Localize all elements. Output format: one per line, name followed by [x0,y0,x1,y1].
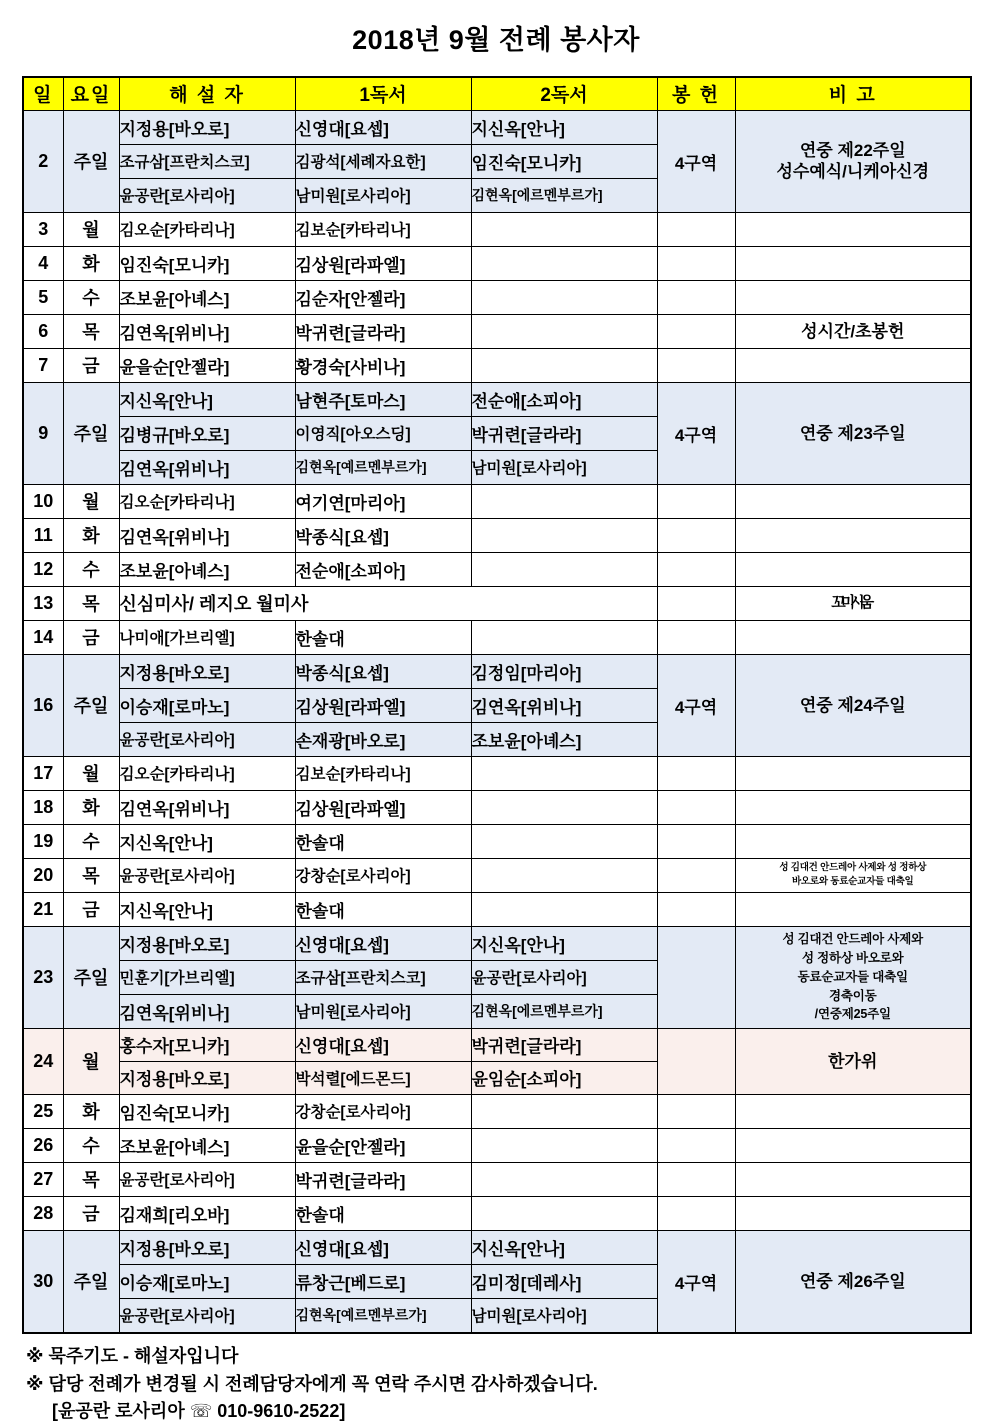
cell-reading2 [471,892,657,926]
cell-reading1: 신영대[요셉] [295,1230,471,1264]
cell-offering [657,246,735,280]
cell-reading1: 한솔대 [295,824,471,858]
table-row [23,110,971,144]
cell-offering [657,314,735,348]
cell-day: 23 [23,926,63,1028]
cell-reading2 [471,246,657,280]
cell-day: 17 [23,756,63,790]
cell-narrator: 지신옥[안나] [119,382,295,416]
cell-day: 4 [23,246,63,280]
table-row [23,518,971,552]
cell-reading1: 한솔대 [295,1196,471,1230]
cell-offering [657,484,735,518]
cell-narrator: 김오순[카타리나] [119,756,295,790]
cell-remark [735,620,971,654]
cell-reading1: 전순애[소피아] [295,552,471,586]
cell-reading2 [471,858,657,892]
cell-day: 19 [23,824,63,858]
column-header-reading2: 2독서 [471,77,657,111]
cell-remark [735,790,971,824]
cell-reading1: 신영대[요셉] [295,926,471,960]
liturgy-schedule-table [22,76,972,1334]
cell-reading2: 박귀련[글라라] [471,1028,657,1061]
cell-narrator: 지정용[바오로] [119,654,295,688]
table-row [23,348,971,382]
column-header-day: 일 [23,77,63,111]
cell-dow: 월 [63,484,119,518]
cell-reading2: 조보윤[아녜스] [471,722,657,756]
cell-narrator: 민훈기[가브리엘] [119,960,295,994]
cell-narrator: 조규삼[프란치스코] [119,144,295,178]
cell-reading2: 지신옥[안나] [471,110,657,144]
cell-narrator: 조보윤[아녜스] [119,1128,295,1162]
cell-reading2: 남미원[로사리아] [471,450,657,484]
cell-narrator: 김연옥[위비나] [119,994,295,1028]
cell-reading1: 김상원[라파엘] [295,790,471,824]
cell-remark [735,212,971,246]
cell-dow: 목 [63,858,119,892]
cell-reading1: 김상원[라파엘] [295,246,471,280]
cell-narrator: 김병규[바오로] [119,416,295,450]
cell-narrator: 윤공란[로사리아] [119,722,295,756]
cell-reading2 [471,212,657,246]
cell-dow: 화 [63,246,119,280]
footer-note-1: ※ 묵주기도 - 해설자입니다 [26,1345,239,1366]
cell-offering [657,620,735,654]
cell-narrator: 김연옥[위비나] [119,518,295,552]
cell-offering [657,926,735,1028]
cell-narrator: 지신옥[안나] [119,892,295,926]
cell-dow: 월 [63,212,119,246]
cell-reading2 [471,790,657,824]
cell-reading2 [471,1196,657,1230]
cell-reading2: 박귀련[글라라] [471,416,657,450]
table-row [23,586,971,620]
table-row [23,246,971,280]
cell-narrator: 나미애[가브리엘] [119,620,295,654]
cell-remark: 연중 제24주일 [735,654,971,756]
cell-dow: 수 [63,824,119,858]
cell-reading2: 김현옥[에르멘부르가] [471,994,657,1028]
cell-remark [735,484,971,518]
cell-dow: 수 [63,280,119,314]
cell-remark: 연중 제22주일 성수예식/니케아신경 [735,110,971,212]
cell-narrator: 윤공란[로사리아] [119,858,295,892]
cell-dow: 목 [63,586,119,620]
cell-remark [735,756,971,790]
cell-reading1: 류창근[베드로] [295,1264,471,1298]
cell-day: 24 [23,1028,63,1094]
cell-narrator: 김연옥[위비나] [119,450,295,484]
table-row [23,552,971,586]
cell-reading1: 박종식[요셉] [295,654,471,688]
cell-remark: 한가위 [735,1028,971,1094]
cell-offering [657,1196,735,1230]
cell-reading1: 김순자[안젤라] [295,280,471,314]
cell-dow: 수 [63,552,119,586]
table-row [23,280,971,314]
cell-dow: 수 [63,1128,119,1162]
cell-reading2: 김정임[마리아] [471,654,657,688]
cell-offering [657,212,735,246]
cell-narrator: 김오순[카타리나] [119,212,295,246]
cell-narrator: 임진숙[모니카] [119,246,295,280]
cell-narrator: 윤을순[안젤라] [119,348,295,382]
cell-reading2 [471,1094,657,1128]
cell-remark: 연중 제26주일 [735,1230,971,1333]
footer-notes [22,1343,970,1426]
cell-reading2 [471,552,657,586]
cell-reading1: 윤을순[안젤라] [295,1128,471,1162]
cell-remark [735,1094,971,1128]
cell-day: 16 [23,654,63,756]
cell-reading2: 김미정[데레사] [471,1264,657,1298]
cell-remark: 성 김대건 안드레아 사제와 성 정하상 바오로와 동료순교자들 대축일 경축이동 /연중제25주일 [735,926,971,1028]
cell-reading2: 윤공란[로사리아] [471,960,657,994]
cell-day: 28 [23,1196,63,1230]
cell-dow: 월 [63,1028,119,1094]
cell-offering: 4구역 [657,654,735,756]
cell-reading1: 강창순[로사리아] [295,1094,471,1128]
table-row [23,484,971,518]
cell-dow: 금 [63,620,119,654]
cell-dow: 주일 [63,926,119,1028]
cell-reading2: 남미원[로사리아] [471,1298,657,1333]
cell-dow: 화 [63,1094,119,1128]
table-row [23,382,971,416]
cell-dow: 화 [63,518,119,552]
cell-offering [657,552,735,586]
cell-offering [657,1028,735,1094]
column-header-narrator: 해 설 자 [119,77,295,111]
table-row [23,824,971,858]
table-body [23,110,971,1333]
cell-narrator: 윤공란[로사리아] [119,178,295,212]
cell-offering [657,280,735,314]
table-row [23,1028,971,1061]
cell-reading2 [471,348,657,382]
cell-reading2 [471,756,657,790]
cell-day: 14 [23,620,63,654]
cell-reading2: 윤임순[소피아] [471,1061,657,1094]
cell-offering [657,824,735,858]
cell-reading1: 박귀련[글라라] [295,314,471,348]
page-title: 2018년 9월 전례 봉사자 [352,25,640,55]
cell-remark: 연중 제23주일 [735,382,971,484]
cell-reading1: 김현옥[예르멘부르가] [295,1298,471,1333]
cell-offering [657,1162,735,1196]
cell-offering: 4구역 [657,382,735,484]
cell-remark [735,1128,971,1162]
cell-reading2: 임진숙[모니카] [471,144,657,178]
column-header-reading1: 1독서 [295,77,471,111]
cell-day: 2 [23,110,63,212]
cell-dow: 주일 [63,382,119,484]
cell-reading1: 박석렬[에드몬드] [295,1061,471,1094]
cell-offering [657,892,735,926]
cell-offering [657,1094,735,1128]
cell-reading1: 여기연[마리아] [295,484,471,518]
cell-dow: 금 [63,348,119,382]
cell-remark [735,246,971,280]
cell-reading1: 이영직[아오스딩] [295,416,471,450]
cell-narrator: 김오순[카타리나] [119,484,295,518]
cell-reading2 [471,1162,657,1196]
cell-dow: 월 [63,756,119,790]
cell-reading2 [471,280,657,314]
cell-day: 20 [23,858,63,892]
cell-offering [657,790,735,824]
table-row [23,926,971,960]
cell-reading2 [471,824,657,858]
cell-reading2: 지신옥[안나] [471,1230,657,1264]
cell-offering [657,858,735,892]
cell-reading1: 박귀련[글라라] [295,1162,471,1196]
cell-reading1: 남미원[로사리아] [295,178,471,212]
cell-day: 7 [23,348,63,382]
table-header-row [23,77,971,111]
cell-offering [657,518,735,552]
cell-narrator: 조보윤[아녜스] [119,280,295,314]
cell-reading1: 한솔대 [295,892,471,926]
cell-remark [735,824,971,858]
cell-narrator: 지정용[바오로] [119,926,295,960]
cell-reading2 [471,620,657,654]
cell-dow: 목 [63,1162,119,1196]
cell-day: 30 [23,1230,63,1333]
cell-offering [657,1128,735,1162]
cell-narrator: 김연옥[위비나] [119,314,295,348]
cell-day: 21 [23,892,63,926]
cell-day: 25 [23,1094,63,1128]
cell-offering [657,756,735,790]
cell-remark [735,892,971,926]
cell-remark: 성 김대건 안드레아 사제와 성 정하상 바오로와 동료순교자들 대축일 [735,858,971,892]
cell-dow: 화 [63,790,119,824]
cell-reading1: 남현주[토마스] [295,382,471,416]
table-row [23,1094,971,1128]
cell-reading2: 김연옥[위비나] [471,688,657,722]
cell-narrator: 임진숙[모니카] [119,1094,295,1128]
cell-reading2: 전순애[소피아] [471,382,657,416]
cell-reading2 [471,518,657,552]
cell-dow: 주일 [63,654,119,756]
cell-dow: 목 [63,314,119,348]
cell-narrator: 홍수자[모니카] [119,1028,295,1061]
table-row [23,858,971,892]
cell-narrator: 지정용[바오로] [119,1230,295,1264]
cell-day: 3 [23,212,63,246]
footer-note-2: ※ 담당 전례가 변경될 시 전례담당자에게 꼭 연락 주시면 감사하겠습니다. [26,1373,598,1394]
table-row [23,620,971,654]
table-row [23,212,971,246]
cell-day: 26 [23,1128,63,1162]
cell-reading1: 박종식[요셉] [295,518,471,552]
table-row [23,1128,971,1162]
cell-narrator: 윤공란[로사리아] [119,1298,295,1333]
cell-remark: 성시간/초봉헌 [735,314,971,348]
cell-narrator: 지정용[바오로] [119,1061,295,1094]
cell-remark [735,1162,971,1196]
cell-narrator: 조보윤[아녜스] [119,552,295,586]
cell-reading2 [471,1128,657,1162]
cell-day: 18 [23,790,63,824]
cell-reading2: 지신옥[안나] [471,926,657,960]
cell-reading1: 황경숙[사비나] [295,348,471,382]
cell-reading2 [471,314,657,348]
footer-note-3: [윤공란 로사리아 ☏ 010-9610-2522] [52,1401,346,1422]
cell-offering [657,586,735,620]
cell-reading1: 김광석[세례자요한] [295,144,471,178]
cell-dow: 금 [63,892,119,926]
cell-reading2: 김현옥[에르멘부르가] [471,178,657,212]
cell-day: 27 [23,1162,63,1196]
table-row [23,756,971,790]
cell-dow: 금 [63,1196,119,1230]
cell-day: 12 [23,552,63,586]
cell-reading1: 김상원[라파엘] [295,688,471,722]
cell-reading1: 신영대[요셉] [295,1028,471,1061]
cell-reading2 [471,484,657,518]
cell-reading1: 한솔대 [295,620,471,654]
cell-narrator: 김재희[리오바] [119,1196,295,1230]
cell-remark [735,280,971,314]
cell-reading1: 김보순[카타리나] [295,212,471,246]
cell-day: 5 [23,280,63,314]
table-row [23,790,971,824]
column-header-offering: 봉 헌 [657,77,735,111]
cell-day: 9 [23,382,63,484]
cell-remark [735,518,971,552]
cell-day: 10 [23,484,63,518]
cell-reading1: 남미원[로사리아] [295,994,471,1028]
cell-reading1: 손재광[바오로] [295,722,471,756]
table-row [23,1162,971,1196]
cell-reading1: 조규삼[프란치스코] [295,960,471,994]
cell-offering [657,348,735,382]
cell-narrator: 이승재[로마노] [119,688,295,722]
cell-reading1: 신영대[요셉] [295,110,471,144]
cell-remark [735,552,971,586]
cell-day: 13 [23,586,63,620]
cell-dow: 주일 [63,110,119,212]
cell-reading1: 김보순[카타리나] [295,756,471,790]
table-row [23,314,971,348]
cell-merged-note: 신심미사/ 레지오 월미사 [119,586,657,620]
cell-remark [735,1196,971,1230]
cell-narrator: 윤공란[로사리아] [119,1162,295,1196]
cell-day: 11 [23,518,63,552]
cell-offering: 4구역 [657,110,735,212]
cell-narrator: 지신옥[안나] [119,824,295,858]
cell-narrator: 김연옥[위비나] [119,790,295,824]
cell-remark [735,348,971,382]
cell-offering: 4구역 [657,1230,735,1333]
cell-day: 6 [23,314,63,348]
cell-reading1: 김현옥[예르멘부르가] [295,450,471,484]
cell-narrator: 지정용[바오로] [119,110,295,144]
column-header-remark: 비 고 [735,77,971,111]
table-row [23,892,971,926]
cell-reading1: 강창순[로사리아] [295,858,471,892]
column-header-dow: 요일 [63,77,119,111]
table-row [23,1230,971,1264]
table-row [23,1196,971,1230]
cell-dow: 주일 [63,1230,119,1333]
cell-remark: 꼬미시움 [735,586,971,620]
table-row [23,654,971,688]
cell-narrator: 이승재[로마노] [119,1264,295,1298]
